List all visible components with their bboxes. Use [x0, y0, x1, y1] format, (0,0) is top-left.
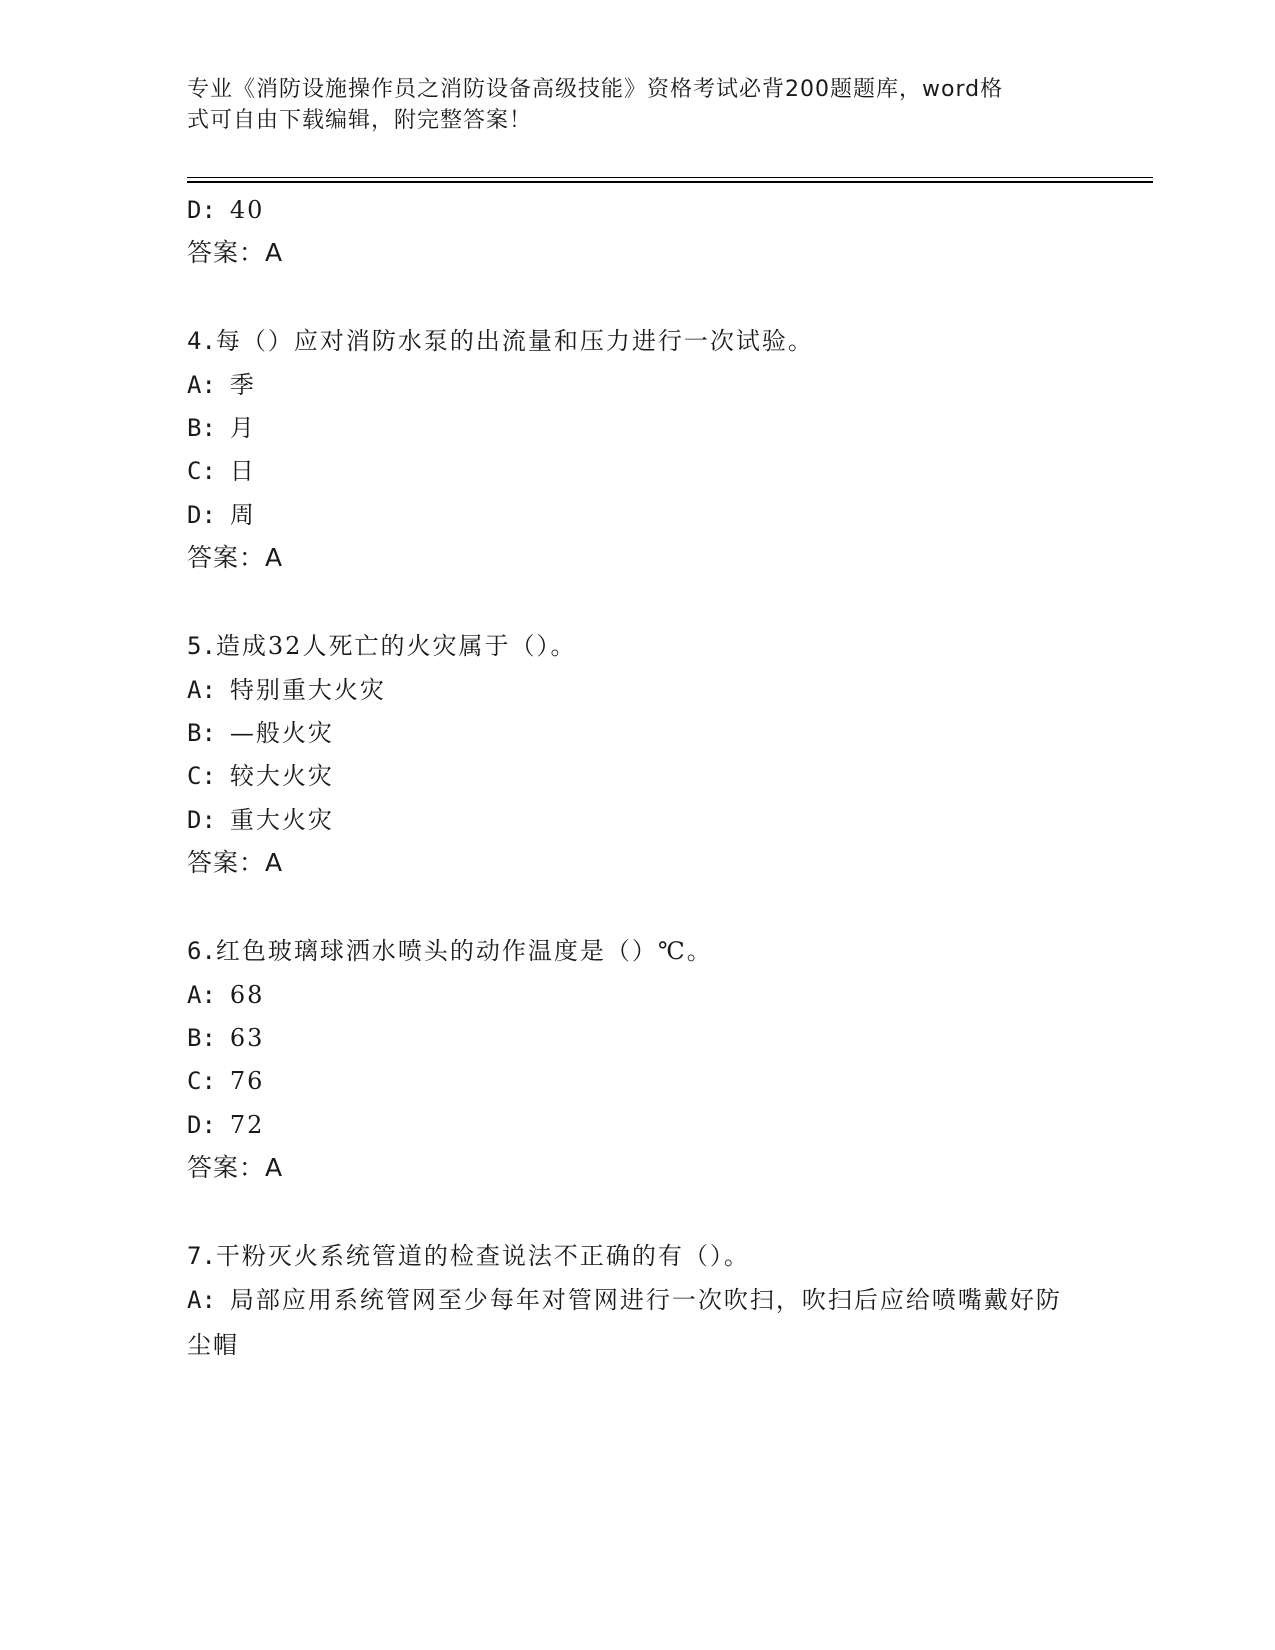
option-text: 季 — [229, 371, 256, 399]
question-number: 6. — [187, 937, 216, 965]
option-text: 重大火灾 — [229, 806, 334, 834]
option-label: C: — [187, 762, 216, 790]
option-label: A: — [187, 371, 216, 399]
prev-answer: 答案：A — [187, 238, 284, 267]
q4-option-c — [187, 454, 1087, 488]
header-line-2: 式可自由下载编辑，附完整答案！ — [187, 108, 533, 133]
question-text: 干粉灭火系统管道的检查说法不正确的有（）。 — [215, 1242, 750, 1270]
q6-option-d — [187, 1108, 1087, 1142]
option-label: D: — [187, 1111, 216, 1139]
q6-option-b — [187, 1021, 1087, 1055]
q6-option-a — [187, 978, 1087, 1012]
q7-option-a — [187, 1278, 1067, 1368]
prev-option-d — [187, 193, 1087, 227]
option-label: A: — [187, 676, 216, 704]
question-text: 造成32人死亡的火灾属于（）。 — [215, 632, 577, 660]
option-text: 周 — [229, 501, 256, 529]
q5-option-a — [187, 673, 1087, 707]
option-label: C: — [187, 1067, 216, 1095]
question-number: 5. — [187, 632, 216, 660]
option-text: 月 — [229, 414, 256, 442]
option-text: 63 — [229, 1024, 265, 1052]
option-text: 较大火灾 — [229, 762, 334, 790]
option-text: 日 — [229, 457, 256, 485]
option-text: 40 — [229, 196, 265, 224]
option-label: D: — [187, 196, 216, 224]
header-line-1: 专业《消防设施操作员之消防设备高级技能》资格考试必背200题题库，word格 — [187, 77, 1004, 102]
option-text: 局部应用系统管网至少每年对管网进行一次吹扫，吹扫后应给喷嘴戴好防尘帽 — [187, 1286, 1062, 1359]
question-number: 7. — [187, 1242, 216, 1270]
option-label: B: — [187, 414, 216, 442]
question-5 — [187, 629, 1087, 663]
q5-option-b — [187, 716, 1087, 750]
option-label: C: — [187, 457, 216, 485]
option-text: 72 — [229, 1111, 265, 1139]
question-text: 每（）应对消防水泵的出流量和压力进行一次试验。 — [215, 327, 814, 355]
question-number: 4. — [187, 327, 216, 355]
option-text: 特别重大火灾 — [229, 676, 386, 704]
option-label: A: — [187, 1286, 216, 1314]
q4-option-b — [187, 411, 1087, 445]
option-label: B: — [187, 1024, 216, 1052]
document-header — [187, 74, 1087, 136]
question-7 — [187, 1239, 1087, 1273]
option-text: 76 — [229, 1067, 265, 1095]
question-6 — [187, 934, 1087, 968]
q6-answer: 答案：A — [187, 1153, 284, 1182]
q4-option-d — [187, 498, 1087, 532]
q5-answer: 答案：A — [187, 848, 284, 877]
header-divider-thick — [187, 181, 1153, 183]
question-text: 红色玻璃球洒水喷头的动作温度是（）℃。 — [215, 937, 713, 965]
option-label: B: — [187, 719, 216, 747]
header-divider-thin — [187, 177, 1153, 178]
q5-option-c — [187, 759, 1087, 793]
option-label: D: — [187, 806, 216, 834]
option-text: —般火灾 — [229, 719, 334, 747]
question-4 — [187, 324, 1087, 358]
option-label: D: — [187, 501, 216, 529]
q5-option-d — [187, 803, 1087, 837]
option-text: 68 — [229, 981, 265, 1009]
q6-option-c — [187, 1064, 1087, 1098]
q4-option-a — [187, 368, 1087, 402]
option-label: A: — [187, 981, 216, 1009]
q4-answer: 答案：A — [187, 543, 284, 572]
